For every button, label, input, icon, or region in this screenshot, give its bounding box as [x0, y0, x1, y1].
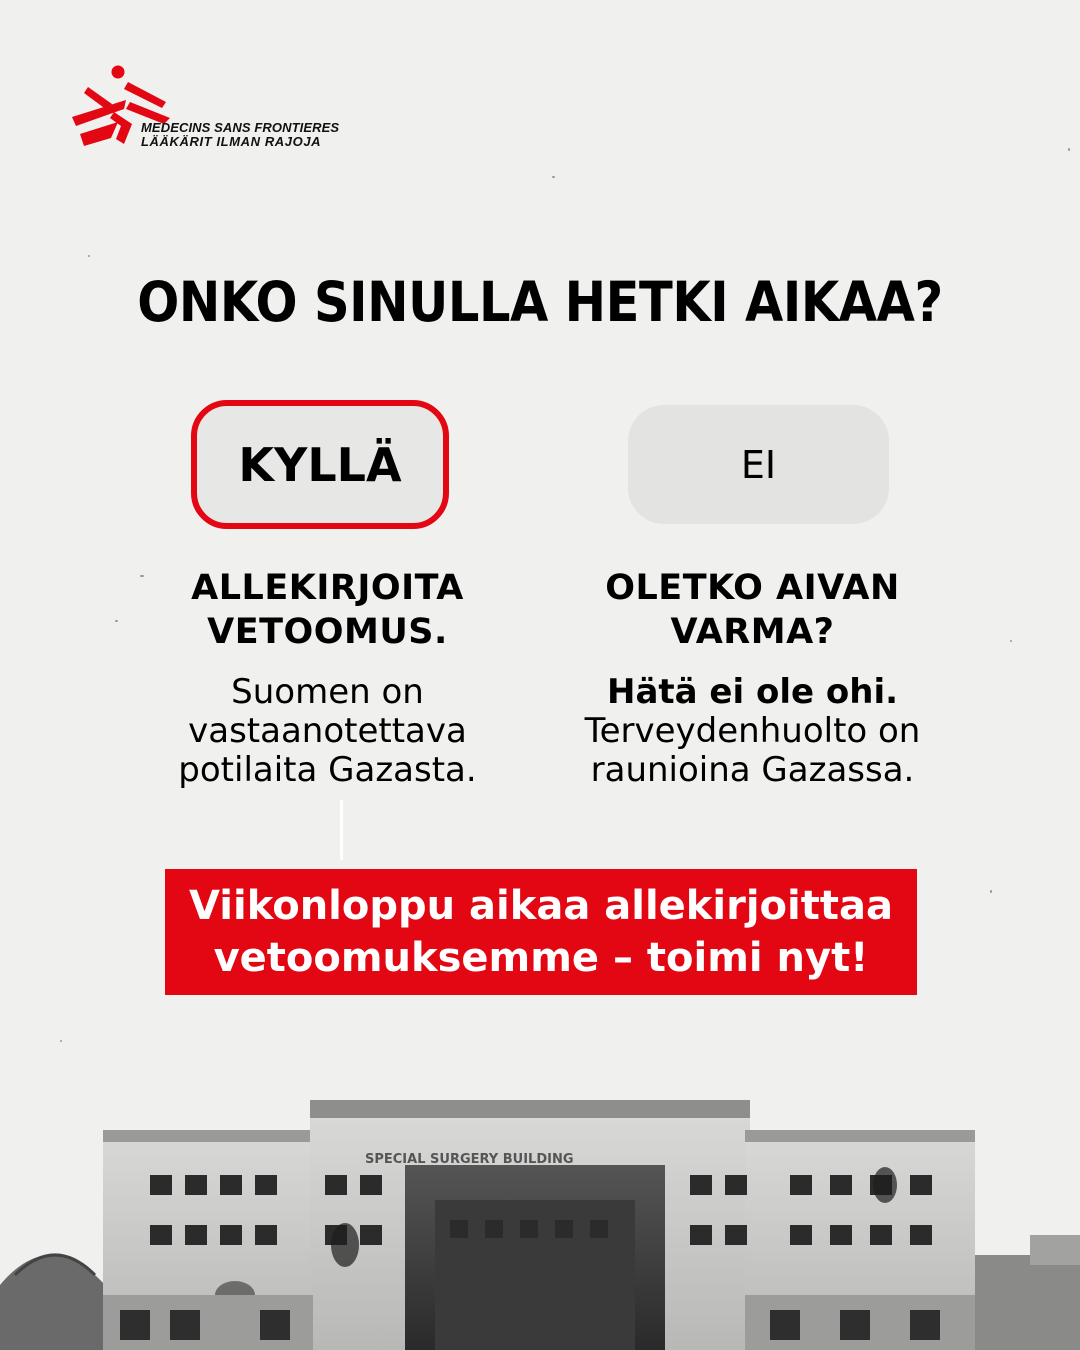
- yes-body-line: potilaita Gazasta.: [178, 750, 477, 790]
- yes-button[interactable]: KYLLÄ: [191, 400, 449, 529]
- brand-name-french: MEDECINS SANS FRONTIERES: [141, 120, 340, 135]
- yes-heading: [140, 566, 515, 654]
- paper-speck: [552, 176, 555, 178]
- yes-body-line: Suomen on: [231, 672, 424, 712]
- damaged-hospital-photo: [0, 1085, 1080, 1350]
- yes-heading-line: ALLEKIRJOITA: [191, 568, 464, 608]
- divider: [340, 800, 343, 860]
- cta-line: Viikonloppu aikaa allekirjoittaa: [189, 883, 893, 929]
- no-body-line: Terveydenhuolto on: [584, 711, 921, 751]
- no-heading-line: VARMA?: [670, 612, 835, 652]
- paper-speck: [60, 1040, 62, 1042]
- paper-speck: [115, 620, 118, 622]
- no-body-line: raunioina Gazassa.: [590, 750, 915, 790]
- paper-speck: [88, 255, 90, 257]
- paper-speck: [1068, 148, 1070, 151]
- no-heading: [555, 566, 950, 654]
- no-heading-line: OLETKO AIVAN: [605, 568, 900, 608]
- cta-banner[interactable]: [165, 869, 917, 995]
- no-body-bold-line: Hätä ei ole ohi.: [606, 672, 899, 712]
- building-sign: SPECIAL SURGERY BUILDING: [365, 1152, 574, 1167]
- page-title: ONKO SINULLA HETKI AIKAA?: [137, 270, 943, 334]
- yes-body-line: vastaanotettava: [188, 711, 467, 751]
- yes-heading-line: VETOOMUS.: [207, 612, 448, 652]
- brand-name-finnish: LÄÄKÄRIT ILMAN RAJOJA: [141, 134, 322, 149]
- paper-speck: [1010, 640, 1012, 642]
- paper-speck: [990, 890, 992, 893]
- no-body: [555, 673, 950, 790]
- yes-body: [140, 673, 515, 790]
- no-button[interactable]: EI: [628, 405, 889, 524]
- cta-line: vetoomuksemme – toimi nyt!: [213, 935, 869, 981]
